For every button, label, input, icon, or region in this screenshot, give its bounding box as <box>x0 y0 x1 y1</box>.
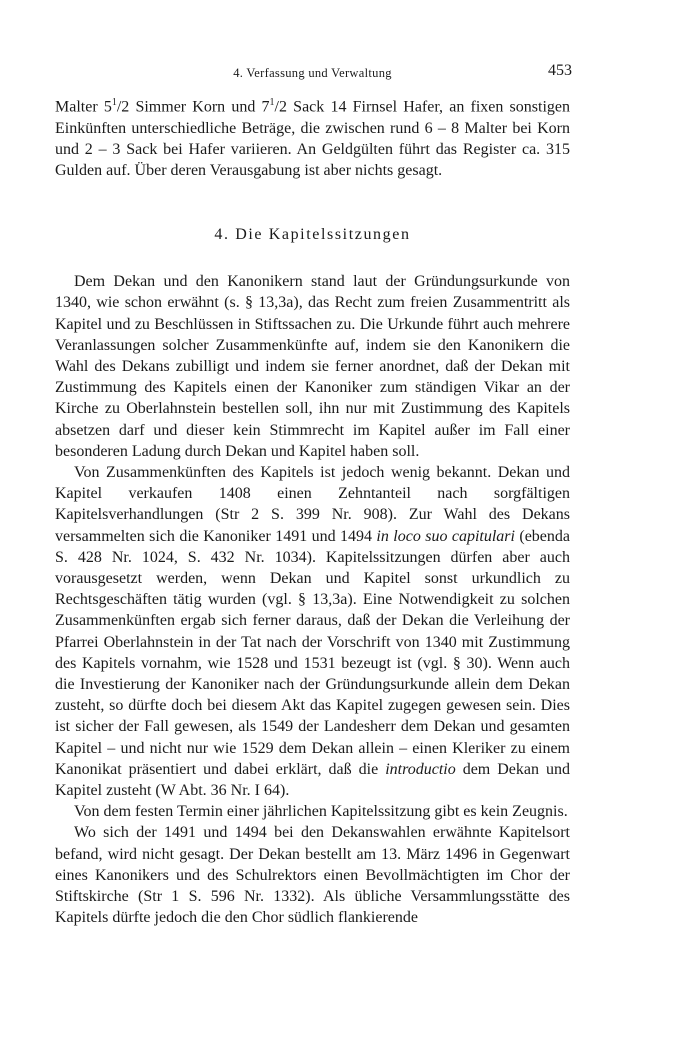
p2-text-a: Von Zusammenkünften des Kapitels ist jedoch wenig bekannt. Dekan und Kapitel verkaufen 1408 einen Zehntanteil nach sorgfältigen Kapitelsverhandlungen (Str 2 S. 399 Nr. 908). Zur Wahl des Dekans versammelten sich die Kanoniker 1491 und 1494 <box>55 463 570 545</box>
p2-text-b: (ebenda S. 428 Nr. 1024, S. 432 Nr. 1034). Kapitelssitzungen dürfen aber auch vorausgesetzt werden, wenn Dekan und Kapitel sonst urkundlich zu Rechtsgeschäften tätig wurden (vgl. § 13,3a). Eine Notwendigkeit zu solchen Zusammenkünften ergab sich ferner daraus, daß der Dekan die Verleihung der Pfarrei Oberlahnstein in der Tat nach der Vorschrift von 1340 mit Zustimmung des Kapitels vornahm, wie 1528 und 1531 bezeugt ist (vgl. § 30). Wenn auch die Investierung der Kanoniker nach der Gründungsurkunde allein dem Dekan zusteht, so dürfte doch bei diesem Akt das Kapitel zugegen gewesen sein. Dies ist sicher der Fall gewesen, als 1549 der Landesherr dem Dekan und gesamten Kapitel – und nicht nur wie 1529 dem Dekan allein – einen Kleriker zu einem Kanonikat präsentiert und dabei erklärt, daß die <box>55 527 571 778</box>
intro-text-1: Malter 5 <box>55 98 112 116</box>
page <box>55 62 570 928</box>
fraction-numerator: 1 <box>269 97 275 108</box>
section-heading: 4. Die Kapitelssitzungen <box>214 226 411 244</box>
paragraph-1: Dem Dekan und den Kanonikern stand laut der Gründungsurkunde von 1340, wie schon erwähnt (s. § 13,3a), das Recht zum freien Zusammentritt als Kapitel und zu Beschlüssen in Stiftssachen zu. Die Urkunde führt auch mehrere Veranlassungen solcher Zusammenkünfte auf, indem sie den Kanonikern die Wahl des Dekans zubilligt und indem sie ferner anordnet, daß der Dekan mit Zustimmung des Kapitels einen der Kanoniker zum ständigen Vikar an der Kirche zu Oberlahnstein bestellen soll, ihn nur mit Zustimmung des Kapitels absetzen darf und dieser kein Stimmrecht im Kapitel außer im Fall einer besonderen Ladung durch Dekan und Kapitel haben soll. <box>55 273 570 460</box>
paragraph-4: Wo sich der 1491 und 1494 bei den Dekanswahlen erwähnte Kapitelsort befand, wird nicht gesagt. Der Dekan bestellt am 13. März 1496 in Gegenwart eines Kanonikers und des Schulrektors einen Bevollmächtigten im Chor der Stiftskirche (Str 1 S. 596 Nr. 1332). Als übliche Versammlungsstätte des Kapitels dürfte jedoch die den Chor südlich flankierende <box>55 824 570 927</box>
p2-italic-1: in loco suo capitulari <box>376 527 515 545</box>
intro-paragraph <box>55 92 570 181</box>
paragraph-2 <box>55 462 570 801</box>
p2-italic-2: introductio <box>385 760 456 778</box>
p2-text-c: dem Dekan und Kapitel zusteht (W Abt. 36 Nr. I 64). <box>55 760 570 800</box>
paragraph-3: Von dem festen Termin einer jährlichen Kapitelssitzung gibt es kein Zeugnis. <box>74 803 568 821</box>
running-head <box>55 62 570 82</box>
intro-text-3: /2 Sack 14 Firnsel Hafer, an fixen sonstigen Einkünften unterschiedliche Beträge, die zwischen rund 6 – 8 Malter bei Korn und 2 – 3 Sack bei Hafer variieren. An Geldgülten führt das Register ca. 315 Gulden auf. Über deren Verausgabung ist aber nichts gesagt. <box>55 98 570 179</box>
intro-text-2: /2 Simmer Korn und 7 <box>116 98 270 116</box>
running-title: 4. Verfassung und Verwaltung <box>233 66 392 80</box>
fraction-numerator: 1 <box>111 97 117 108</box>
page-number: 453 <box>548 62 572 79</box>
